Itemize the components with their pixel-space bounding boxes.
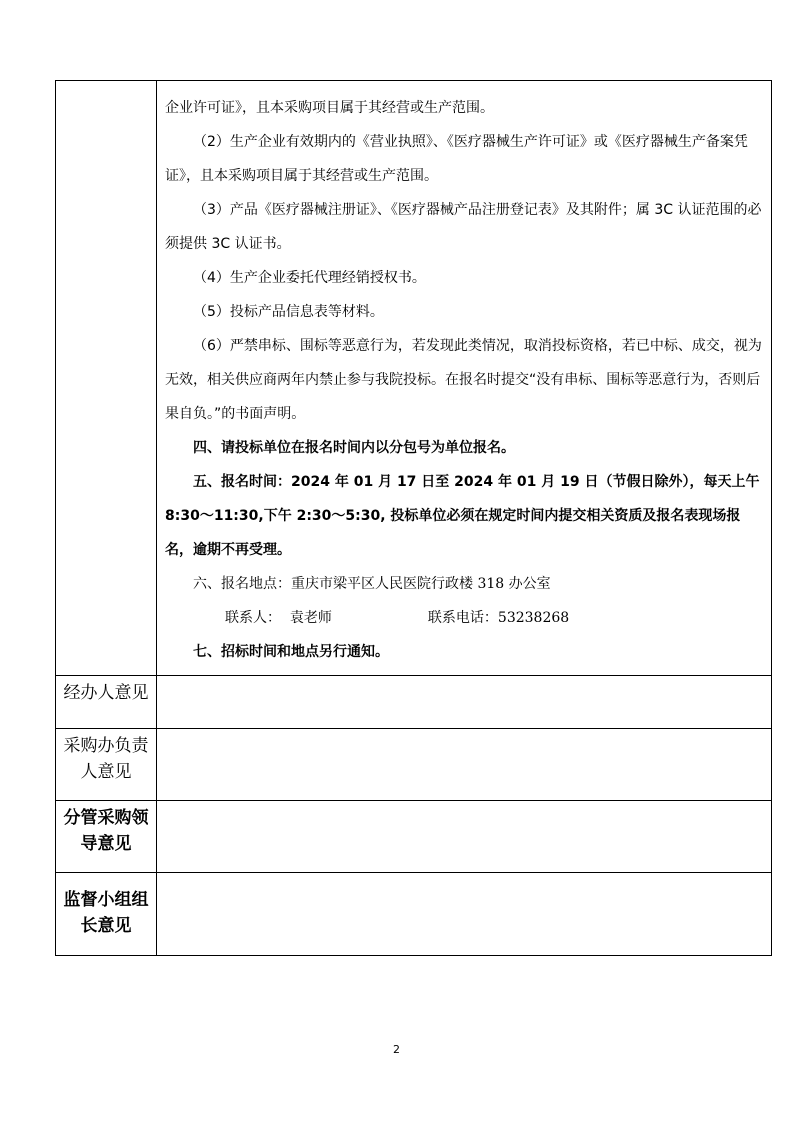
requirements-row <box>56 81 772 676</box>
signature-value-cell <box>157 729 772 801</box>
procurement-form-table <box>55 80 772 956</box>
signature-row-leader <box>56 801 772 873</box>
body-line-6: （6）严禁串标、围标等恶意行为，若发现此类情况，取消投标资格，若已中标、成交，视为无效，相关供应商两年内禁止参与我院投标。在报名时提交“没有串标、围标等恶意行为，否则后果自负。”的书面声明。 <box>165 338 762 422</box>
empty-label-cell <box>56 81 157 676</box>
signature-row-supervision <box>56 873 772 956</box>
page-number: 2 <box>393 1043 400 1056</box>
contact-person: 联系人： 袁老师 <box>225 610 332 626</box>
signature-value-cell <box>157 873 772 956</box>
section-5-heading: 五、报名时间：2024 年 01 月 17 日至 2024 年 01 月 19 日（节假日除外），每天上午 8:30～11:30,下午 2:30～5:30, 投标单位必须在规定时间内提交相关资质及报名表现场报名，逾期不再受理。 <box>165 474 760 558</box>
signature-value-cell <box>157 676 772 729</box>
body-line-2: （2）生产企业有效期内的《营业执照》、《医疗器械生产许可证》或《医疗器械生产备案凭证》，且本采购项目属于其经营或生产范围。 <box>165 134 748 184</box>
signature-row-procurement-head <box>56 729 772 801</box>
signature-value-cell <box>157 801 772 873</box>
signature-label: 经办人意见 <box>63 683 149 703</box>
signature-row-handler <box>56 676 772 729</box>
body-line-1: 企业许可证》，且本采购项目属于其经营或生产范围。 <box>165 100 494 116</box>
section-7-heading: 七、招标时间和地点另行通知。 <box>193 644 389 660</box>
body-line-3: （3）产品《医疗器械注册证》、《医疗器械产品注册登记表》及其附件；属 3C 认证范围的必须提供 3C 认证书。 <box>165 202 762 252</box>
signature-label: 监督小组组长意见 <box>63 890 149 936</box>
requirements-content-cell <box>157 81 772 676</box>
signature-label-cell <box>56 873 157 956</box>
contact-phone: 联系电话：53238268 <box>427 610 570 626</box>
signature-label-cell <box>56 729 157 801</box>
contact-line <box>165 601 763 635</box>
section-6-heading: 六、报名地点：重庆市梁平区人民医院行政楼 318 办公室 <box>193 576 551 592</box>
signature-label-cell <box>56 676 157 729</box>
signature-label: 分管采购领导意见 <box>63 808 149 854</box>
signature-label-cell <box>56 801 157 873</box>
body-line-5: （5）投标产品信息表等材料。 <box>193 304 384 320</box>
section-4-heading: 四、请投标单位在报名时间内以分包号为单位报名。 <box>193 440 515 456</box>
signature-label: 采购办负责人意见 <box>63 736 149 782</box>
body-line-4: （4）生产企业委托代理经销授权书。 <box>193 270 426 286</box>
